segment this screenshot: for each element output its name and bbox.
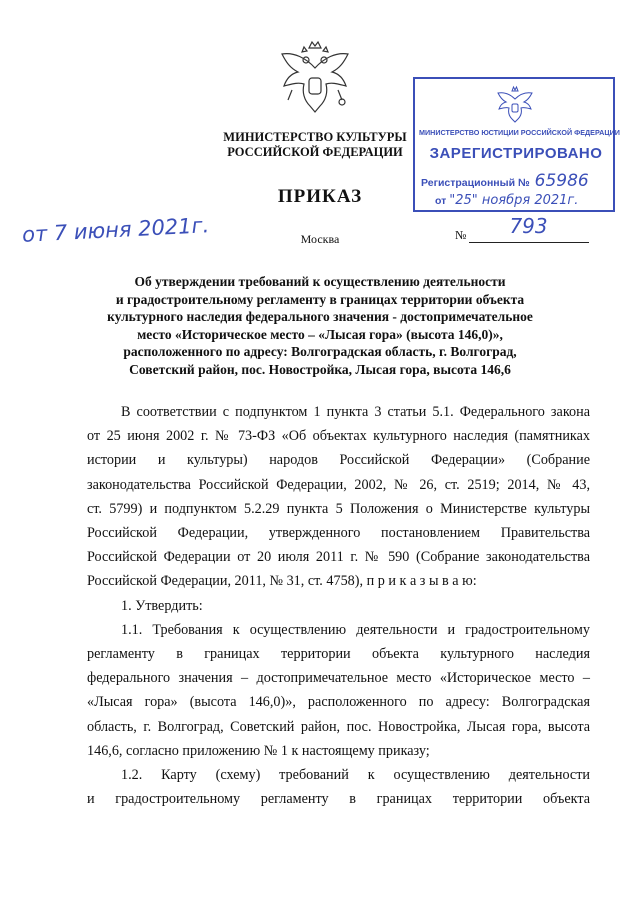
body-line: законодательства Российской Федерации, 2002, № 26, ст. 2519; 2014, № 43, xyxy=(87,476,590,493)
body-line: Российской Федерации от 20 июля 2011 г. № 590 (Собрание законодательства xyxy=(87,549,590,566)
stamp-registration-number xyxy=(421,171,589,191)
stamp-date xyxy=(435,193,578,208)
city: Москва xyxy=(300,232,340,246)
ministry-line-2: РОССИЙСКОЙ ФЕДЕРАЦИИ xyxy=(227,145,403,159)
stamp-reg-number: 65986 xyxy=(534,171,589,191)
ministry-name xyxy=(205,130,425,160)
heading-line: Советский район, пос. Новостройка, Лысая гора, высота 146,6 xyxy=(129,361,511,377)
body-line: 1. Утвердить: xyxy=(121,597,203,614)
double-headed-eagle-emblem xyxy=(276,38,354,118)
stamp-reg-label: Регистрационный № xyxy=(421,177,530,189)
heading-line: Об утверждении требований к осуществлению деятельности xyxy=(134,274,506,289)
heading-line: расположенного по адресу: Волгоградская область, г. Волгоград, xyxy=(123,344,517,359)
body-line: истории и культуры) народов Российской Федерации» (Собрание xyxy=(87,452,590,469)
body-line: Российской Федерации, утвержденного постановлением Правительства xyxy=(87,525,590,542)
body-line: и градостроительному регламенту в границах территории объекта xyxy=(87,791,590,808)
heading-line: и градостроительному регламенту в границах территории объекта xyxy=(115,291,525,307)
stamp-ministry: МИНИСТЕРСТВО ЮСТИЦИИ РОССИЙСКОЙ ФЕДЕРАЦИИ xyxy=(419,128,620,137)
body-line: регламенту в границах территории объекта культурного наследия xyxy=(87,646,590,663)
stamp-eagle-icon xyxy=(495,85,535,125)
registration-stamp xyxy=(413,77,620,212)
document-heading xyxy=(80,273,560,378)
body-line: В соответствии с подпунктом 1 пункта 3 статьи 5.1. Федерального закона xyxy=(121,404,590,420)
number-underline xyxy=(469,214,589,243)
order-number xyxy=(455,214,589,243)
body-line: от 25 июня 2002 г. № 73-ФЗ «Об объектах культурного наследия (памятниках xyxy=(87,428,590,445)
number-label: № xyxy=(455,228,467,242)
body-line: федерального значения – достопримечательное место «Историческое место – xyxy=(87,670,590,687)
body-line: «Лысая гора» (высота 146,0)», расположенного по адресу: Волгоградская xyxy=(87,694,590,711)
order-title: ПРИКАЗ xyxy=(277,186,363,207)
heading-line: место «Историческое место – «Лысая гора» (высота 146,0)», xyxy=(137,326,503,342)
ministry-line-1: МИНИСТЕРСТВО КУЛЬТУРЫ xyxy=(223,130,407,144)
stamp-date-label: от xyxy=(435,195,447,207)
body-line: ст. 5799) и подпунктом 5.2.29 пункта 5 Положения о Министерстве культуры xyxy=(87,500,590,517)
handwritten-number: 793 xyxy=(509,214,548,238)
body-line: 146,6, согласно приложению № 1 к настоящему приказу; xyxy=(87,742,430,759)
body-line: область, г. Волгоград, Советский район, пос. Новостройка, Лысая гора, высота xyxy=(87,718,590,735)
heading-line: культурного наследия федерального значения - достопримечательное xyxy=(107,309,533,324)
body-line: 1.2. Карту (схему) требований к осуществлению деятельности xyxy=(121,767,590,784)
stamp-date-value: "25" ноября 2021г. xyxy=(449,193,579,208)
document-body xyxy=(87,400,590,811)
handwritten-date: от 7 июня 2021г. xyxy=(21,213,210,247)
stamp-status: ЗАРЕГИСТРИРОВАНО xyxy=(429,145,603,162)
body-line: 1.1. Требования к осуществлению деятельности и градостроительному xyxy=(121,621,590,638)
body-line: Российской Федерации, 2011, № 31, ст. 4758), п р и к а з ы в а ю: xyxy=(87,573,477,590)
